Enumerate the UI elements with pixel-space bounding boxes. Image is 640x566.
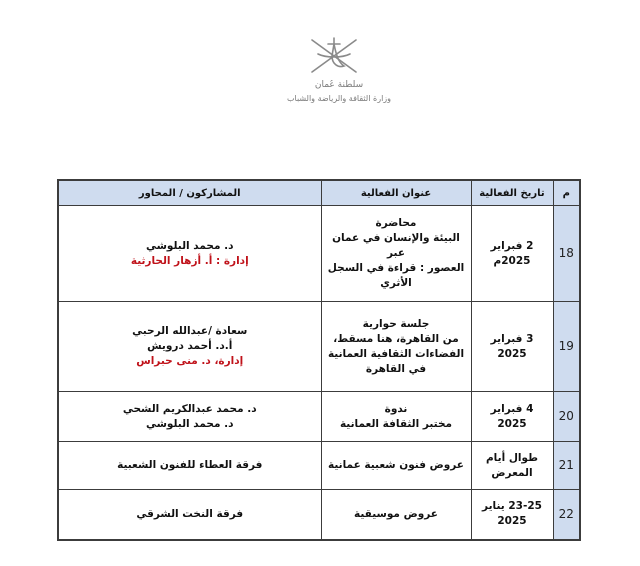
row-number: 18: [553, 206, 580, 302]
row-number: 22: [553, 490, 580, 540]
event-participants: [58, 206, 321, 302]
event-participants: [58, 392, 321, 442]
event-title-line: جلسة حوارية: [362, 317, 430, 330]
event-title: [321, 490, 471, 540]
table-row: [58, 490, 580, 540]
event-date: 4 فبراير 2025: [471, 392, 553, 442]
event-title-line: البيئة والإنسان في عمان عبر: [332, 232, 460, 259]
event-date: 3 فبراير 2025: [471, 302, 553, 392]
event-title-line: في القاهرة: [365, 362, 427, 375]
event-participants: [58, 490, 321, 540]
table-row: [58, 302, 580, 392]
event-title: [321, 442, 471, 490]
moderator-name: إدارة، د. منى حبراس: [136, 355, 244, 367]
participant-name: فرقة النخت الشرقي: [136, 507, 244, 520]
participant-name: د. محمد البلوشي: [145, 239, 234, 252]
event-participants: [58, 302, 321, 392]
table-row: [58, 442, 580, 490]
ministry-name-line-2: وزارة الثقافة والرياضة والشباب: [286, 94, 392, 103]
table-row: [58, 206, 580, 302]
event-title: [321, 206, 471, 302]
participant-name: فرقة العطاء للفنون الشعبية: [117, 459, 263, 471]
event-title-line: ندوة: [384, 402, 408, 415]
participant-name: أ.د. أحمد درويش: [147, 340, 233, 352]
header-num: م: [553, 180, 580, 206]
event-title-line: العصور : قراءة في السجل: [327, 262, 465, 274]
event-title-line: عروض موسيقية: [354, 507, 438, 520]
row-number: 20: [553, 392, 580, 442]
document-header: [0, 0, 640, 120]
table-header-row: [58, 180, 580, 206]
event-date: 23-25 يناير 2025: [471, 490, 553, 540]
events-table: [57, 179, 581, 541]
event-participants: [58, 442, 321, 490]
ministry-name-line-1: سلطنة عُمان: [314, 80, 364, 90]
participant-name: د. محمد البلوشي: [145, 417, 234, 430]
participant-name: سعادة /عبدالله الرحبي: [132, 325, 248, 337]
event-title-line: مختبر الثقافة العمانية: [339, 417, 453, 430]
event-title-line: من القاهرة، هنا مسقط،: [333, 332, 459, 345]
event-date: طوال أيام المعرض: [471, 442, 553, 490]
event-title-line: الأثري: [380, 277, 412, 289]
header-date: تاريخ الفعالية: [471, 180, 553, 206]
event-title-line: الفضاءات الثقافية العمانية: [327, 347, 465, 360]
header-participants: المشاركون / المحاور: [58, 180, 321, 206]
participant-name: د. محمد عبدالكريم الشحي: [122, 402, 257, 415]
row-number: 19: [553, 302, 580, 392]
event-title-line: محاضرة: [375, 217, 417, 229]
moderator-name: إدارة : أ. أزهار الحارثية: [130, 254, 249, 267]
event-title: [321, 302, 471, 392]
header-title: عنوان الفعالية: [321, 180, 471, 206]
row-number: 21: [553, 442, 580, 490]
event-title: [321, 392, 471, 442]
oman-khanjar-emblem-icon: [302, 34, 366, 78]
event-title-line: عروض فنون شعبية عمانية: [328, 459, 464, 471]
table-row: [58, 392, 580, 442]
event-date: 2 فبراير 2025م: [471, 206, 553, 302]
